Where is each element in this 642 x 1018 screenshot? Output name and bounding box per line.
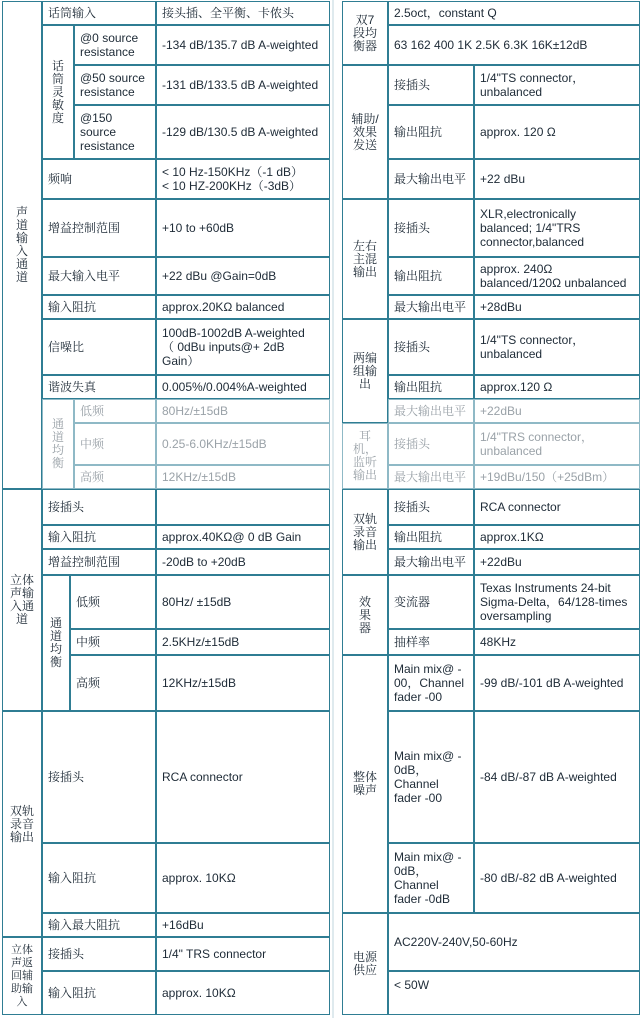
- impedance-label: 输入阻抗: [42, 295, 156, 319]
- phones-connector-label: 接插头: [388, 423, 474, 465]
- mic-sensitivity-label: 话筒灵敏度: [42, 25, 74, 159]
- power-consumption: < 50W: [388, 971, 640, 1015]
- tape-impedance-label: 输入阻抗: [42, 843, 156, 913]
- mic-input-label: 话筒输入: [42, 1, 156, 25]
- src0-value: -134 dB/135.7 dB A-weighted: [156, 25, 330, 65]
- tape-out-connector-label: 接插头: [388, 489, 474, 525]
- group-overall-noise: 整体噪声: [342, 655, 388, 913]
- eq7-row1: 2.5oct，constant Q: [388, 1, 640, 25]
- snr-label: 信噪比: [42, 319, 156, 375]
- noise3-label: Main mix@ - 0dB， Channel fader -0dB: [388, 843, 474, 913]
- noise3-value: -80 dB/-82 dB A-weighted: [474, 843, 640, 913]
- stereo-eq-mid-value: 2.5KHz/±15dB: [156, 629, 330, 655]
- group-main-output: 左右主混输出: [342, 199, 388, 319]
- eq-low-value: 80Hz/±15dB: [156, 399, 330, 423]
- stereo-eq-mid-label: 中频: [70, 629, 156, 655]
- thd-label: 谐波失真: [42, 375, 156, 399]
- tape-max-label: 输入最大阻抗: [42, 913, 156, 937]
- stereo-connector-value: [156, 489, 330, 525]
- sub-max-value: +22dBu: [474, 399, 640, 423]
- tape-out-impedance-label: 输出阻抗: [388, 525, 474, 549]
- eq-high-value: 12KHz/±15dB: [156, 465, 330, 489]
- sub-impedance-label: 输出阻抗: [388, 375, 474, 399]
- main-max-label: 最大输出电平: [388, 295, 474, 319]
- return-impedance-value: approx. 10KΩ: [156, 971, 330, 1015]
- noise2-value: -84 dB/-87 dB A-weighted: [474, 711, 640, 843]
- power-voltage: AC220V-240V,50-60Hz: [388, 913, 640, 971]
- tape-impedance-value: approx. 10KΩ: [156, 843, 330, 913]
- group-channel-input: [2, 1, 42, 489]
- phones-max-label: 最大输出电平: [388, 465, 474, 489]
- tape-out-max-value: +22dBu: [474, 549, 640, 575]
- tape-out-max-label: 最大输出电平: [388, 549, 474, 575]
- noise1-value: -99 dB/-101 dB A-weighted: [474, 655, 640, 711]
- src50-label: @50 source resistance: [74, 65, 156, 105]
- src150-label: @150 source resistance: [74, 105, 156, 159]
- main-connector-value: XLR,electronically balanced; 1/4"TRS connector,balanced: [474, 199, 640, 257]
- fx-rate-label: 抽样率: [388, 629, 474, 655]
- eq-low-label: 低频: [74, 399, 156, 423]
- max-input-label: 最大输入电平: [42, 257, 156, 295]
- stereo-gain-label: 增益控制范围: [42, 549, 156, 575]
- tape-out-impedance-value: approx.1KΩ: [474, 525, 640, 549]
- group-power-supply: 电源供应: [342, 913, 388, 1015]
- fx-converter-label: 变流器: [388, 575, 474, 629]
- eq7-row2: 63 162 400 1K 2.5K 6.3K 16K±12dB: [388, 25, 640, 65]
- group-stereo-input: 立体声输入通道: [2, 489, 42, 711]
- column-separator: [332, 0, 334, 1018]
- tape-max-value: +16dBu: [156, 913, 330, 937]
- aux-connector-value: 1/4"TS connector， unbalanced: [474, 65, 640, 105]
- eq-mid-value: 0.25-6.0KHz/±15dB: [156, 423, 330, 465]
- stereo-eq-label: 通道均衡: [42, 575, 70, 711]
- stereo-eq-high-label: 高频: [70, 655, 156, 711]
- main-impedance-value: approx. 240Ω balanced/120Ω unbalanced: [474, 257, 640, 295]
- stereo-eq-low-label: 低频: [70, 575, 156, 629]
- aux-max-label: 最大输出电平: [388, 159, 474, 199]
- impedance-value: approx.20KΩ balanced: [156, 295, 330, 319]
- group-aux-send: 辅助/效果发送: [342, 65, 388, 199]
- main-max-value: +28dBu: [474, 295, 640, 319]
- freq-value: < 10 Hz-150KHz（-1 dB） < 10 HZ-200KHz（-3dB）: [156, 159, 330, 199]
- aux-impedance-label: 输出阻抗: [388, 105, 474, 159]
- noise2-label: Main mix@ - 0dB， Channel fader -00: [388, 711, 474, 843]
- fx-rate-value: 48KHz: [474, 629, 640, 655]
- eq-mid-label: 中频: [74, 423, 156, 465]
- noise1-label: Main mix@ - 00，Channel fader -00: [388, 655, 474, 711]
- src50-value: -131 dB/133.5 dB A-weighted: [156, 65, 330, 105]
- tape-out-connector-value: RCA connector: [474, 489, 640, 525]
- aux-max-value: +22 dBu: [474, 159, 640, 199]
- stereo-gain-value: -20dB to +20dB: [156, 549, 330, 575]
- main-impedance-label: 输出阻抗: [388, 257, 474, 295]
- group-tape-output: 双轨录音输出: [2, 711, 42, 937]
- stereo-eq-high-value: 12KHz/±15dB: [156, 655, 330, 711]
- stereo-connector-label: 接插头: [42, 489, 156, 525]
- sub-connector-value: 1/4"TS connector， unbalanced: [474, 319, 640, 375]
- sub-max-label: 最大输出电平: [388, 399, 474, 423]
- max-input-value: +22 dBu @Gain=0dB: [156, 257, 330, 295]
- freq-label: 频响: [42, 159, 156, 199]
- return-impedance-label: 输入阻抗: [42, 971, 156, 1015]
- gain-value: +10 to +60dB: [156, 199, 330, 257]
- stereo-impedance-value: approx.40KΩ@ 0 dB Gain: [156, 525, 330, 549]
- gain-label: 增益控制范围: [42, 199, 156, 257]
- sub-impedance-value: approx.120 Ω: [474, 375, 640, 399]
- phones-connector-value: 1/4"TRS connector， unbalanced: [474, 423, 640, 465]
- aux-impedance-value: approx. 120 Ω: [474, 105, 640, 159]
- src0-label: @0 source resistance: [74, 25, 156, 65]
- return-connector-label: 接插头: [42, 937, 156, 971]
- eq-high-label: 高频: [74, 465, 156, 489]
- channel-eq-label: 通道均衡: [42, 399, 74, 489]
- stereo-impedance-label: 输入阻抗: [42, 525, 156, 549]
- mic-input-value: 接头插、全平衡、卡侬头: [156, 1, 330, 25]
- snr-value: 100dB-1002dB A-weighted （ 0dBu inputs@+ 2dB Gain）: [156, 319, 330, 375]
- group-tape-output-right: 双轨录音输出: [342, 489, 388, 575]
- src150-value: -129 dB/130.5 dB A-weighted: [156, 105, 330, 159]
- stereo-eq-low-value: 80Hz/ ±15dB: [156, 575, 330, 629]
- return-connector-value: 1/4" TRS connector: [156, 937, 330, 971]
- group-phones-output: 耳机，监听输出: [342, 423, 388, 489]
- fx-converter-value: Texas Instruments 24-bit Sigma-Delta，64/128-times oversampling: [474, 575, 640, 629]
- group-dual-7band-eq: 双7段均衡器: [342, 1, 388, 65]
- group-stereo-return: 立体声返回辅助输入: [2, 937, 42, 1015]
- thd-value: 0.005%/0.004%A-weighted: [156, 375, 330, 399]
- group-subgroup-output: 两编组输出: [342, 319, 388, 423]
- phones-max-value: +19dBu/150（+25dBm）: [474, 465, 640, 489]
- tape-connector-label: 接插头: [42, 711, 156, 843]
- tape-connector-value: RCA connector: [156, 711, 330, 843]
- main-connector-label: 接插头: [388, 199, 474, 257]
- group-effects: 效果器: [342, 575, 388, 655]
- aux-connector-label: 接插头: [388, 65, 474, 105]
- group-label: 声道输入通道: [15, 205, 28, 284]
- sub-connector-label: 接插头: [388, 319, 474, 375]
